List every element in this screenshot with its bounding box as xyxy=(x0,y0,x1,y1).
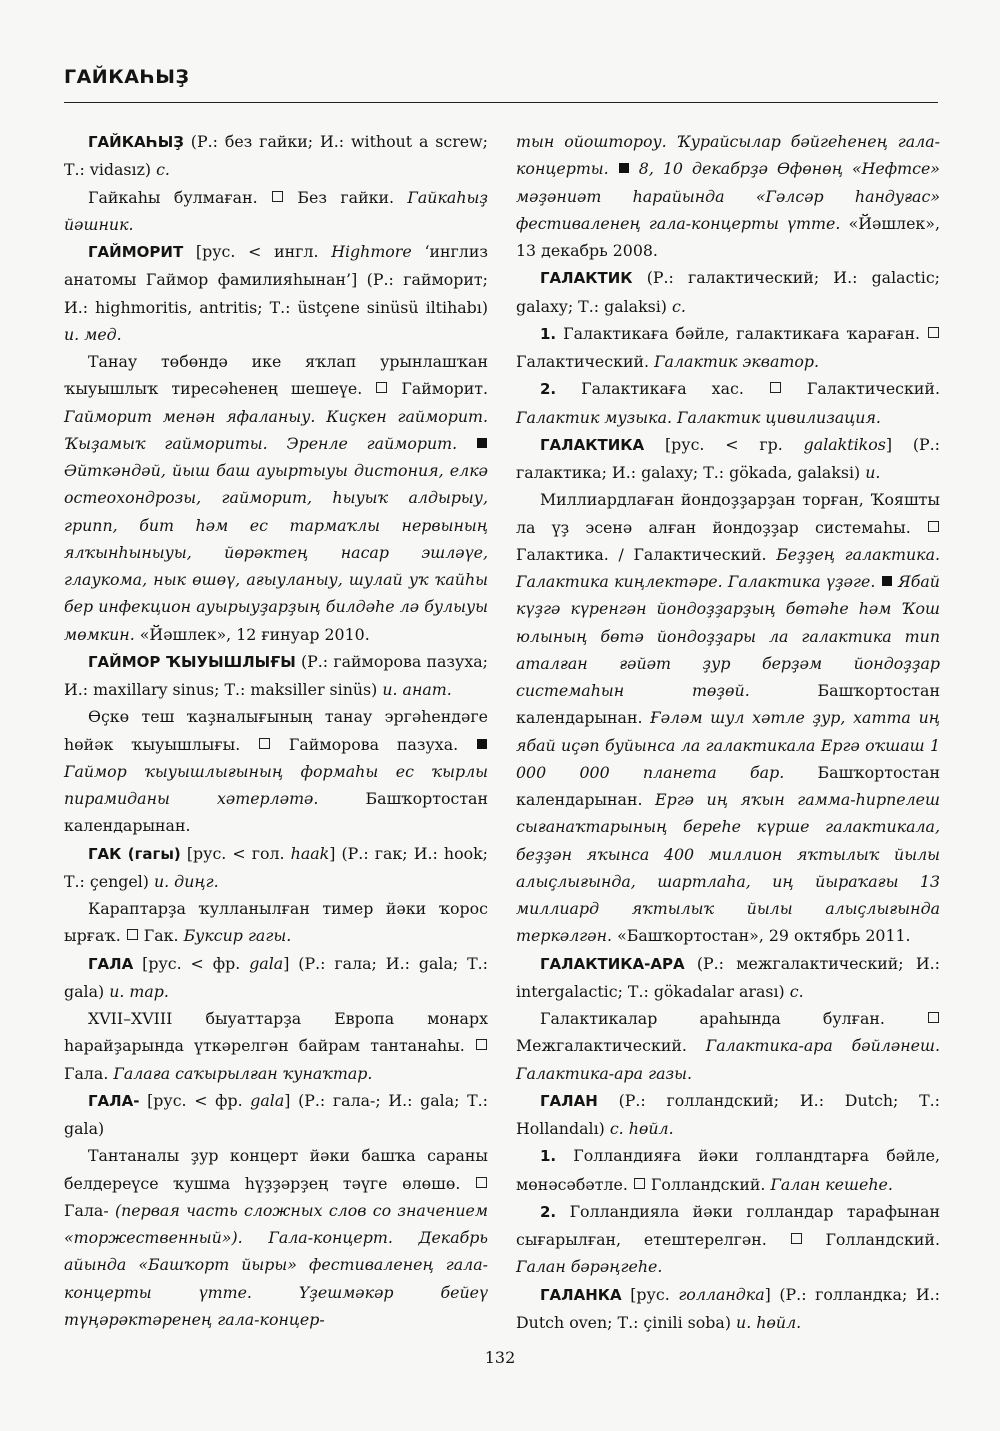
italic-text: Галан кешеһе. xyxy=(770,1174,893,1194)
equivalent-marker-icon xyxy=(476,1039,487,1050)
italic-text: gala xyxy=(250,1090,285,1110)
entry-text: Өҫкө теш ҡаҙналығының танау эргәһендәге һөйәк ҡыуышлығы. xyxy=(64,707,488,754)
entry-paragraph xyxy=(516,1142,940,1198)
headword: ГАЛАКТИКА-АРА xyxy=(540,954,685,973)
italic-text: Буксир гагы. xyxy=(183,926,292,946)
headword: ГАЛА- xyxy=(88,1091,140,1110)
entry-text: Миллиардлаған йондоҙҙарҙан торған, Ҡояшты ла үҙ эсенә алған йондоҙҙар системаһы. xyxy=(516,490,940,537)
italic-text: galaktikos xyxy=(803,434,886,454)
italic-text: 8, 10 декабрҙә Өфөнөң «Нефтсе» мәҙәниәт һарайында «Гәлсәр һандуғас» фестиваленең гала-концерты үтте. xyxy=(516,159,940,233)
entry-text: Галактический. xyxy=(781,379,940,399)
entry-paragraph xyxy=(516,320,940,376)
italic-text: с. xyxy=(789,981,804,1001)
entry-text: (Р.: без гайки; И.: without a screw; Т.: vidasız) xyxy=(64,132,488,180)
entry-text: (Р.: межгалактический; И.: intergalactic; Т.: gökadalar arası) xyxy=(516,953,940,1001)
italic-text: и. һөйл. xyxy=(736,1312,802,1332)
entry-paragraph xyxy=(516,950,940,1006)
entry-text: Караптарҙа ҡулланылған тимер йәки ҡорос ырғаҡ. xyxy=(64,899,488,946)
entry-paragraph xyxy=(516,1005,940,1087)
headword: 2. xyxy=(540,380,557,399)
italic-text: и. мед. xyxy=(64,324,122,344)
entry-text: ] (Р.: гала-; И.: gala; Т.: gala) xyxy=(64,1090,488,1138)
italic-text: Гаймор ҡыуышлығының формаһы ес ҡырлы пирамиданы хәтерләтә. xyxy=(64,761,488,808)
entry-paragraph xyxy=(64,348,488,648)
entry-paragraph xyxy=(64,648,488,704)
entry-text: Башҡортостан календарынан. xyxy=(516,681,940,728)
headword: ГАЛА xyxy=(88,954,134,973)
entry-paragraph xyxy=(64,128,488,184)
italic-text: Галактик музыка. Галактик цивилизация. xyxy=(516,407,881,427)
equivalent-marker-icon xyxy=(770,382,781,393)
entry-paragraph xyxy=(516,431,940,487)
entry-text: Галактический. xyxy=(516,352,655,371)
entry-text: «Башҡортостан», 29 октябрь 2011. xyxy=(612,926,911,946)
italic-text: Галаға саҡырылған ҡунаҡтар. xyxy=(113,1063,373,1083)
italic-text: и. анат. xyxy=(382,680,452,699)
entry-text xyxy=(457,434,476,453)
italic-text: Галактик экватор. xyxy=(654,352,820,371)
italic-text: и. диңг. xyxy=(153,871,219,891)
italic-text: Гайкаһыҙ йәшник. xyxy=(64,187,488,234)
entry-text: (Р.: галактический; И.: galactic; galaxy; Т.: galaksi) xyxy=(516,268,940,316)
entry-text: Галактика. / Галактический. xyxy=(516,544,777,564)
headword: ГАЛАКТИК xyxy=(540,269,633,288)
entry-text: Танау төбөндә ике яҡлап урынлашҡан ҡыуышлыҡ тиресәһенең шешеүе. xyxy=(64,352,488,399)
entry-text: [рус. < гр. xyxy=(644,434,804,454)
headword: ГАЙКАҺЫҘ xyxy=(88,133,184,151)
entry-text: ] (Р.: голландка; И.: Dutch oven; Т.: çinili soba) xyxy=(516,1284,940,1332)
entry-paragraph xyxy=(516,486,940,949)
equivalent-marker-icon xyxy=(928,1012,939,1023)
italic-text: gala xyxy=(249,953,284,973)
entry-text: Башҡортостан календарынан. xyxy=(64,789,489,836)
equivalent-marker-icon xyxy=(259,738,270,749)
entry-text: [рус. < фр. xyxy=(133,953,250,973)
entry-text: (Р.: гайморова пазуха; И.: maxillary sinus; Т.: maksiller sinüs) xyxy=(64,651,488,699)
entry-paragraph xyxy=(64,703,488,839)
equivalent-marker-icon xyxy=(928,521,939,532)
entry-text: Тантаналы ҙур концерт йәки башҡа сараны белдереүсе ҡушма һүҙҙәрҙең тәүге өлөшө. xyxy=(64,1146,488,1193)
italic-text: с. xyxy=(156,160,170,180)
entry-text: Межгалактический. xyxy=(516,1036,706,1056)
entry-text: Голландияла йәки голландар тарафынан сығарылған, етештерелгән. xyxy=(516,1201,940,1249)
entry-text: Гала. xyxy=(64,1063,114,1083)
entry-text: Гала- xyxy=(64,1200,115,1220)
entry-paragraph xyxy=(516,1281,940,1337)
entry-text: Галактикаға бәйле, галактикаға ҡараған. xyxy=(556,323,927,343)
entry-text: Галактикаға хас. xyxy=(556,379,769,399)
running-head: ГАЙКАҺЫҘ xyxy=(64,66,190,88)
italic-text: haak xyxy=(290,843,330,863)
equivalent-marker-icon xyxy=(127,929,138,940)
entry-text: [рус. < гол. xyxy=(180,843,291,863)
entry-text: XVII–XVIII быуаттарҙа Европа монарх һарайҙарында үткәрелгән байрам тантанаһы. xyxy=(64,1009,488,1056)
right-column xyxy=(516,128,940,1336)
citation-marker-icon xyxy=(882,576,892,586)
entry-text: Галактикалар араһында булған. xyxy=(540,1009,927,1028)
headword: ГАЙМОРИТ xyxy=(88,243,184,261)
equivalent-marker-icon xyxy=(928,327,939,338)
headword: ГАЛАНКА xyxy=(540,1285,622,1304)
italic-text: Ергә иң яҡын гамма-һирпелеш сығанаҡтарының береһе күрше галактикала, беҙҙән яҡынса 400 миллион яҡтылыҡ йылы алыҫлығында, шартлаһа, иң йыраҡағы 13 миллиард яҡтылыҡ йылы алыҫлығында теркәлгән. xyxy=(516,790,940,946)
italic-text: Әйткәндәй, йыш баш ауыртыуы дистония, елкә остеохондрозы, гайморит, һыуыҡ алдырыу, грипп, бит һәм ес тармаҡлы нервының ялҡынһыныуы, йөрәктең насар эшләүе, глаукома, нык өшөү, ағыуланыу, шулай уҡ ҡайһы бер инфекцион ауырыуҙарҙың билдәһе лә булыуы мөмкин. xyxy=(64,461,488,644)
entry-text: (Р.: голландский; И.: Dutch; Т.: Hollandalı) xyxy=(516,1090,940,1138)
entry-text: «Йәшлек», 12 ғинуар 2010. xyxy=(134,624,370,644)
entry-paragraph xyxy=(64,1005,488,1087)
page-number: 132 xyxy=(484,1348,516,1367)
headword: 2. xyxy=(540,1202,557,1221)
entry-paragraph xyxy=(64,840,488,896)
left-column xyxy=(64,128,488,1333)
equivalent-marker-icon xyxy=(791,1233,802,1244)
headword: ГАЛАКТИКА xyxy=(540,435,645,454)
entry-paragraph xyxy=(64,950,488,1006)
entry-paragraph xyxy=(64,1142,488,1333)
entry-text: [рус. < ингл. xyxy=(183,242,332,261)
entry-text: ‘инглиз анатомы Гаймор фамилияһынан’] (Р.: гайморит; И.: highmoritis, antritis; Т.: üstçene sinüsü iltihabı) xyxy=(64,242,488,317)
entry-text: Башҡортостан календарынан. xyxy=(516,762,940,809)
entry-text: Гайморова пазуха. xyxy=(271,734,476,754)
entry-text: ] (Р.: гак; И.: hook; Т.: çengel) xyxy=(64,843,489,891)
entry-paragraph xyxy=(516,264,940,320)
entry-paragraph xyxy=(516,375,940,431)
entry-paragraph xyxy=(516,128,940,264)
italic-text: Беҙҙең галактика. Галактика киңлектәре. Галактика үҙәге. xyxy=(516,544,941,591)
equivalent-marker-icon xyxy=(376,382,387,393)
headword: 1. xyxy=(540,324,557,343)
header-rule xyxy=(64,102,938,103)
italic-text: с. xyxy=(672,296,686,316)
equivalent-marker-icon xyxy=(476,1177,487,1188)
equivalent-marker-icon xyxy=(272,191,283,202)
entry-text: Голландский. xyxy=(645,1174,771,1194)
italic-text: (первая часть сложных слов со значением «торжественный»). Гала-концерт. Декабрь айында «Башҡорт йыры» фестиваленең гала-концерты үтте. Үҙешмәкәр бейеү түңәрәктәренең гала-концер- xyxy=(64,1200,488,1329)
entry-text: Голландияға йәки голландтарға бәйле, мөнәсәбәтле. xyxy=(516,1146,940,1194)
italic-text: Гайморит менән яфаланыу. Киҫкен гайморит. Ҡыҙамыҡ гаймориты. Эренле гайморит. xyxy=(64,406,488,453)
entry-text xyxy=(630,159,639,178)
entry-text: «Йәшлек», 13 декабрь 2008. xyxy=(516,213,940,260)
citation-marker-icon xyxy=(477,739,487,749)
entry-paragraph xyxy=(64,1087,488,1143)
italic-text: и. xyxy=(865,463,881,482)
entry-text xyxy=(875,572,880,591)
headword: 1. xyxy=(540,1147,557,1166)
italic-text: Галактика-ара бәйләнеш. Галактика-ара газы. xyxy=(516,1036,940,1083)
entry-text: Голландский. xyxy=(802,1230,940,1249)
italic-text: Ябай күҙгә күренгән йондоҙҙарҙың бөтәһе һәм Ҡош юлының бөтә йондоҙҙары ла галактика тип аталған ғәйәт ҙур берҙәм йондоҙҙар системаһын төҙөй. xyxy=(516,572,940,700)
entry-text: [рус. < фр. xyxy=(139,1090,251,1110)
equivalent-marker-icon xyxy=(634,1178,645,1189)
italic-text: голландка xyxy=(678,1284,765,1304)
headword: ГАЛАН xyxy=(540,1091,598,1110)
entry-text: Гайкаһы булмаған. xyxy=(88,187,272,207)
citation-marker-icon xyxy=(619,163,629,173)
entry-text: ] (Р.: галактика; И.: galaxy; Т.: gökada, galaksi) xyxy=(516,434,940,482)
headword: ГАЙМОР ҠЫУЫШЛЫҒЫ xyxy=(88,652,296,671)
citation-marker-icon xyxy=(477,438,487,448)
headword: ГАК (гагы) xyxy=(88,844,181,863)
italic-text: Highmore xyxy=(331,242,412,261)
italic-text: и. тар. xyxy=(109,981,169,1001)
entry-paragraph xyxy=(64,184,488,239)
italic-text: с. һөйл. xyxy=(609,1119,674,1138)
entry-text xyxy=(609,159,618,178)
entry-text: ] (Р.: гала; И.: gala; Т.: gala) xyxy=(64,953,489,1001)
entry-paragraph xyxy=(64,895,488,950)
entry-text: Без гайки. xyxy=(284,187,408,207)
entry-paragraph xyxy=(516,1198,940,1281)
entry-paragraph xyxy=(64,238,488,348)
entry-text: Гак. xyxy=(138,926,184,946)
italic-text: Ғәләм шул хәтле ҙур, хатта иң ябай иҫәп буйынса ла галактикала Ергә оҡшаш 1 000 000 планета бар. xyxy=(516,708,940,782)
entry-paragraph xyxy=(516,1087,940,1143)
entry-text: Гайморит. xyxy=(388,379,488,399)
italic-text: Галан бәрәңгеһе. xyxy=(516,1257,663,1277)
italic-text: тын ойоштороу. Ҡурайсылар бәйгеһенең гала-концерты. xyxy=(516,132,940,179)
entry-text: [рус. xyxy=(621,1284,679,1304)
